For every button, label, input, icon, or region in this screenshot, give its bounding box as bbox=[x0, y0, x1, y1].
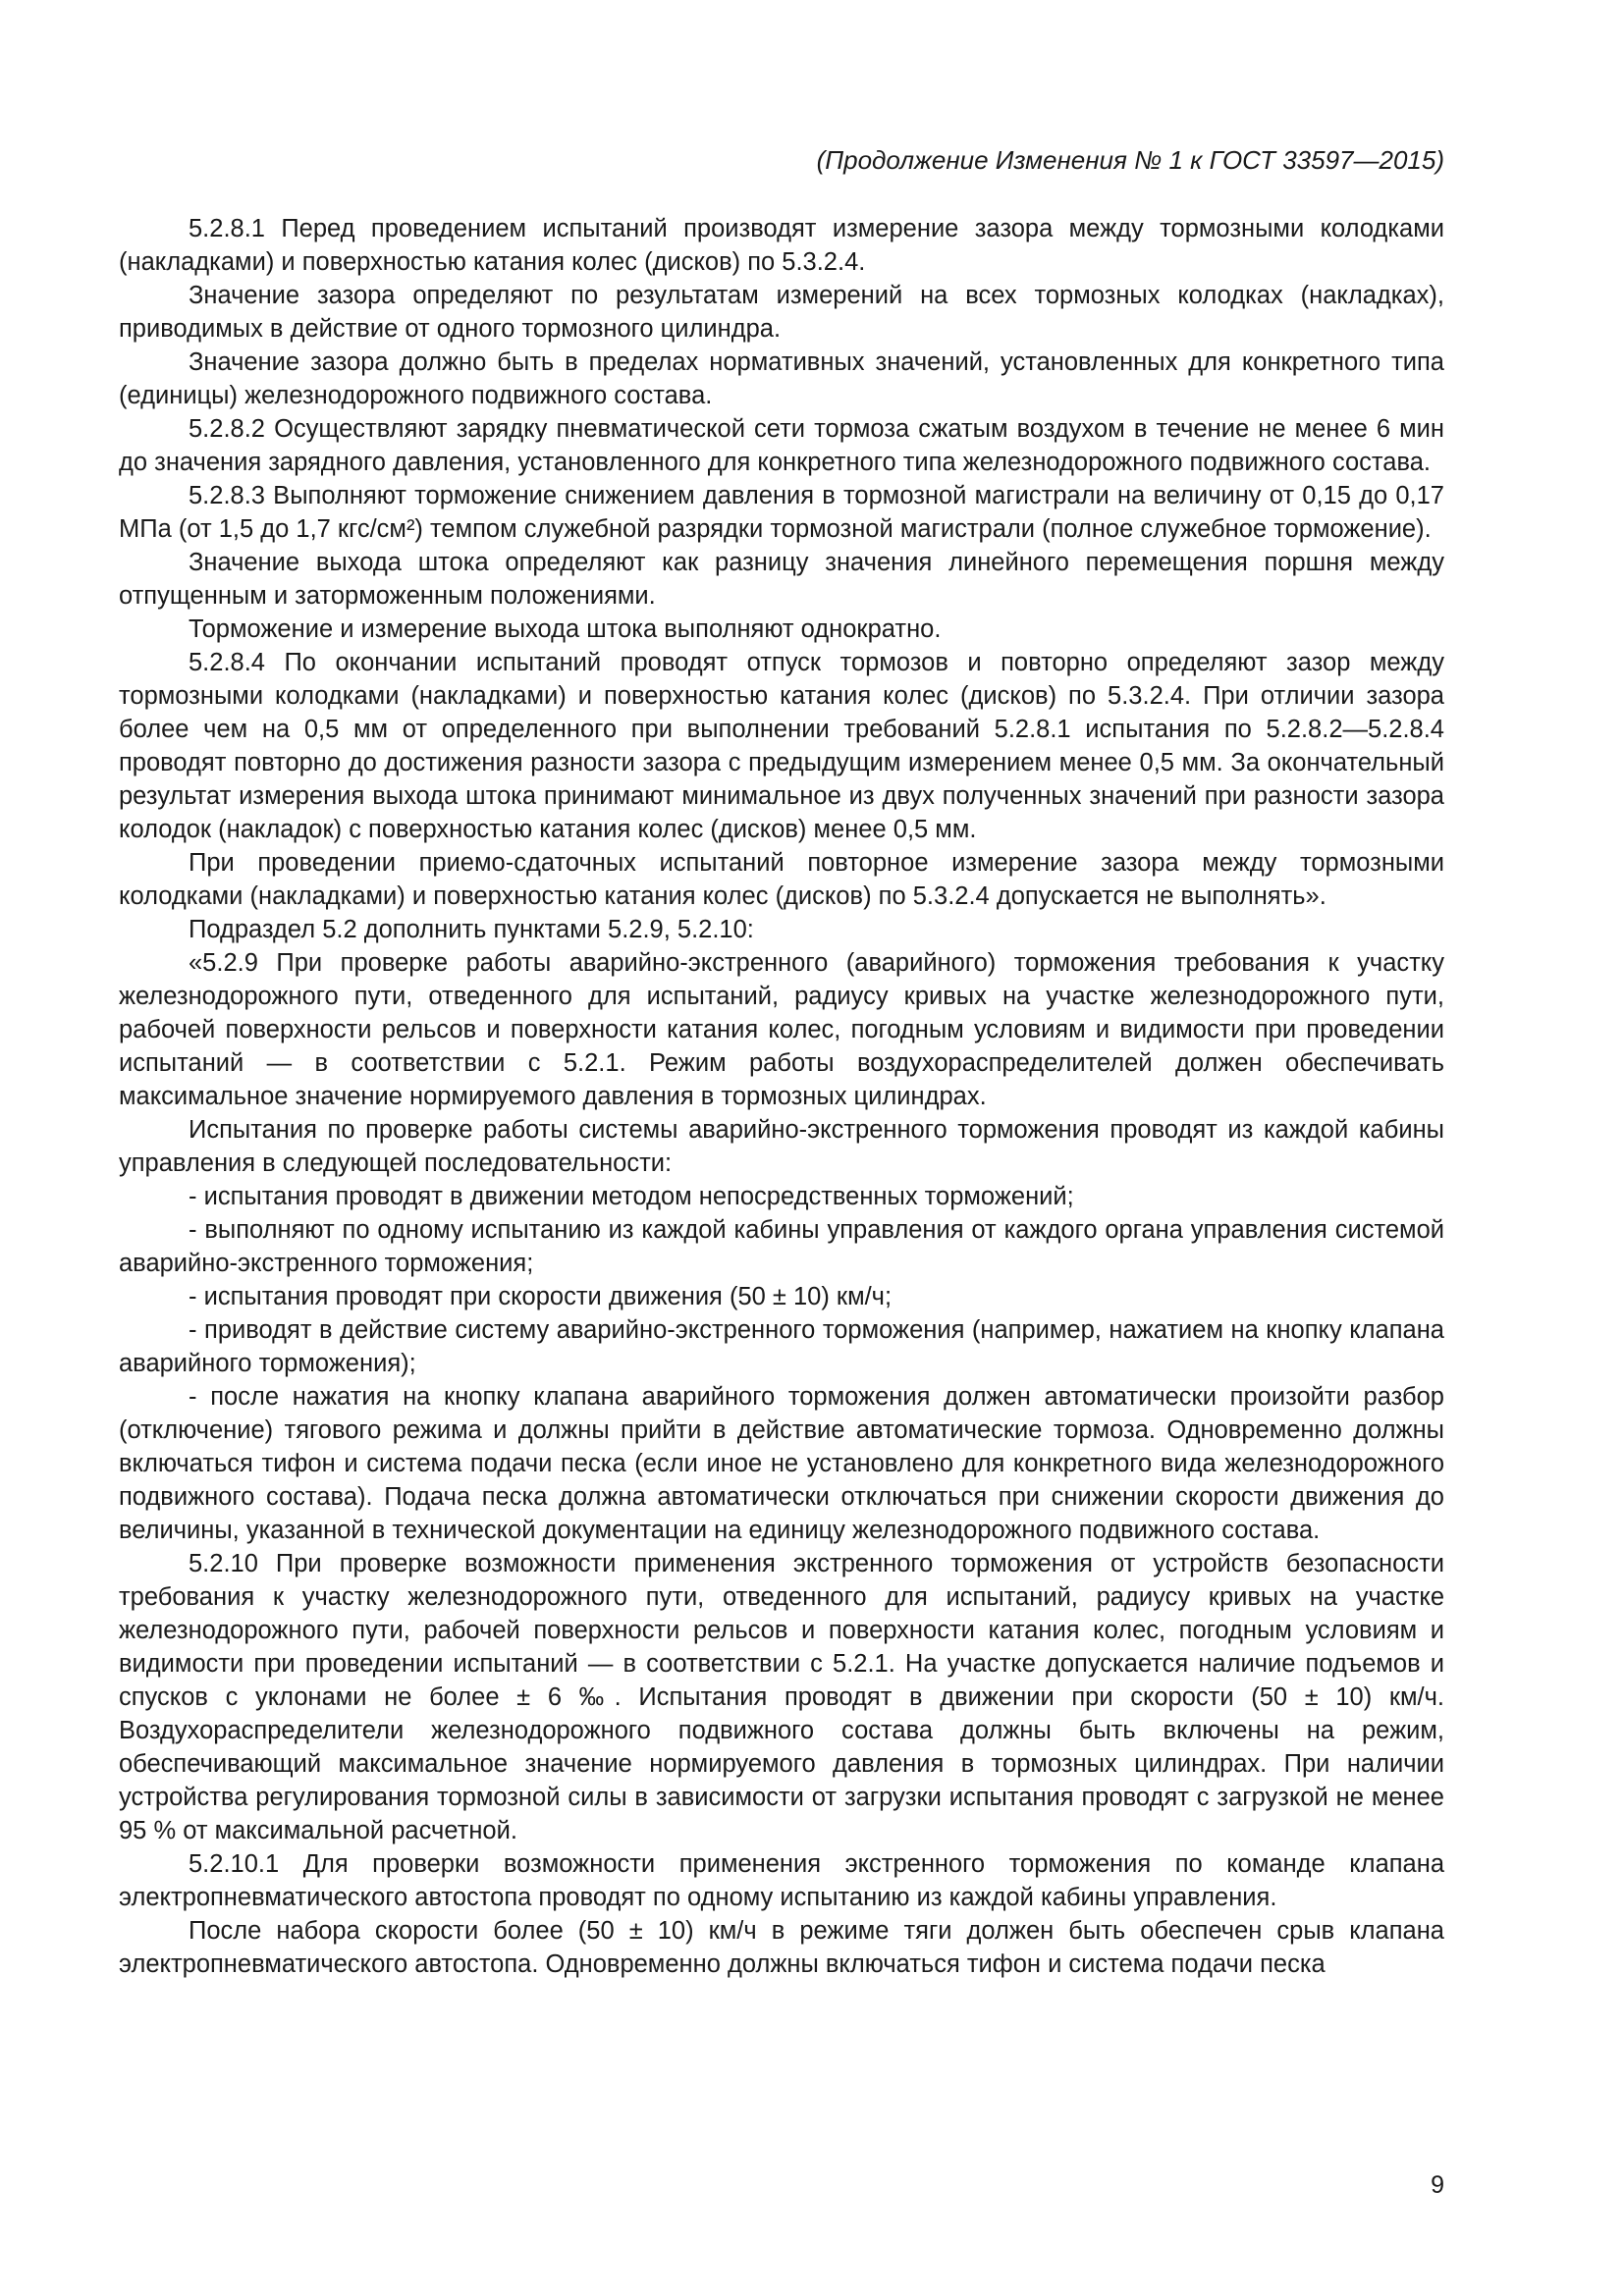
paragraph: 5.2.10 При проверке возможности применения экстренного торможения от устройств безопасности требования к участку железнодорожного пути, отведенного для испытаний, радиусу кривых на участке железнодорожного пути, рабочей поверхности рельсов и поверхности катания колес, погодным условиям и видимости при проведении испытаний — в соответствии с 5.2.1. На участке допускается наличие подъемов и спусков с уклонами не более ± 6 ‰. Испытания проводят в движении при скорости (50 ± 10) км/ч. Воздухораспределители железнодорожного подвижного состава должны быть включены на режим, обеспечивающий максимальное значение нормируемого давления в тормозных цилиндрах. При наличии устройства регулирования тормозной силы в зависимости от загрузки испытания проводят с загрузкой не менее 95 % от максимальной расчетной. bbox=[119, 1550, 1444, 1844]
body-text bbox=[119, 212, 1444, 1981]
paragraph: Подраздел 5.2 дополнить пунктами 5.2.9, 5.2.10: bbox=[189, 916, 754, 943]
list-item: - испытания проводят в движении методом непосредственных торможений; bbox=[189, 1183, 1074, 1210]
paragraph: Торможение и измерение выхода штока выполняют однократно. bbox=[189, 615, 942, 643]
page-header: (Продолжение Изменения № 1 к ГОСТ 33597—2015) bbox=[816, 145, 1444, 175]
paragraph: 5.2.8.4 По окончании испытаний проводят отпуск тормозов и повторно определяют зазор между тормозными колодками (накладками) и поверхностью катания колес (дисков) по 5.3.2.4. При отличии зазора более чем на 0,5 мм от определенного при выполнении требований 5.2.8.1 испытания по 5.2.8.2—5.2.8.4 проводят повторно до достижения разности зазора с предыдущим измерением менее 0,5 мм. За окончательный результат измерения выхода штока принимают минимальное из двух полученных значений при разности зазора колодок (накладок) с поверхностью катания колес (дисков) менее 0,5 мм. bbox=[119, 649, 1444, 843]
paragraph: «5.2.9 При проверке работы аварийно-экстренного (аварийного) торможения требования к участку железнодорожного пути, отведенного для испытаний, радиусу кривых на участке железнодорожного пути, рабочей поверхности рельсов и поверхности катания колес, погодным условиям и видимости при проведении испытаний — в соответствии с 5.2.1. Режим работы воздухораспределителей должен обеспечивать максимальное значение нормируемого давления в тормозных цилиндрах. bbox=[119, 949, 1444, 1110]
list-item: - выполняют по одному испытанию из каждой кабины управления от каждого органа управления системой аварийно-экстренного торможения; bbox=[119, 1216, 1444, 1277]
paragraph: 5.2.8.3 Выполняют торможение снижением давления в тормозной магистрали на величину от 0,15 до 0,17 МПа (от 1,5 до 1,7 кгс/см²) темпом служебной разрядки тормозной магистрали (полное служебное торможение). bbox=[119, 482, 1444, 543]
paragraph: Значение зазора определяют по результатам измерений на всех тормозных колодках (накладках), приводимых в действие от одного тормозного цилиндра. bbox=[119, 282, 1444, 343]
paragraph: Значение зазора должно быть в пределах нормативных значений, установленных для конкретного типа (единицы) железнодорожного подвижного состава. bbox=[119, 348, 1444, 409]
paragraph: Значение выхода штока определяют как разницу значения линейного перемещения поршня между отпущенным и заторможенным положениями. bbox=[119, 549, 1444, 610]
paragraph: При проведении приемо-сдаточных испытаний повторное измерение зазора между тормозными колодками (накладками) и поверхностью катания колес (дисков) по 5.3.2.4 допускается не выполнять». bbox=[119, 849, 1444, 910]
list-item: - приводят в действие систему аварийно-экстренного торможения (например, нажатием на кнопку клапана аварийного торможения); bbox=[119, 1316, 1444, 1377]
paragraph: 5.2.10.1 Для проверки возможности применения экстренного торможения по команде клапана электропневматического автостопа проводят по одному испытанию из каждой кабины управления. bbox=[119, 1850, 1444, 1911]
paragraph: 5.2.8.2 Осуществляют зарядку пневматической сети тормоза сжатым воздухом в течение не менее 6 мин до значения зарядного давления, установленного для конкретного типа железнодорожного подвижного состава. bbox=[119, 415, 1444, 476]
list-item: - испытания проводят при скорости движения (50 ± 10) км/ч; bbox=[189, 1283, 893, 1310]
page-number: 9 bbox=[1431, 2171, 1444, 2199]
list-item: - после нажатия на кнопку клапана аварийного торможения должен автоматически произойти разбор (отключение) тягового режима и должны прийти в действие автоматические тормоза. Одновременно должны включаться тифон и система подачи песка (если иное не установлено для конкретного вида железнодорожного подвижного состава). Подача песка должна автоматически отключаться при снижении скорости движения до величины, указанной в технической документации на единицу железнодорожного подвижного состава. bbox=[119, 1383, 1444, 1544]
paragraph: После набора скорости более (50 ± 10) км/ч в режиме тяги должен быть обеспечен срыв клапана электропневматического автостопа. Одновременно должны включаться тифон и система подачи песка bbox=[119, 1917, 1444, 1978]
paragraph: 5.2.8.1 Перед проведением испытаний производят измерение зазора между тормозными колодками (накладками) и поверхностью катания колес (дисков) по 5.3.2.4. bbox=[119, 215, 1444, 276]
paragraph: Испытания по проверке работы системы аварийно-экстренного торможения проводят из каждой кабины управления в следующей последовательности: bbox=[119, 1116, 1444, 1177]
